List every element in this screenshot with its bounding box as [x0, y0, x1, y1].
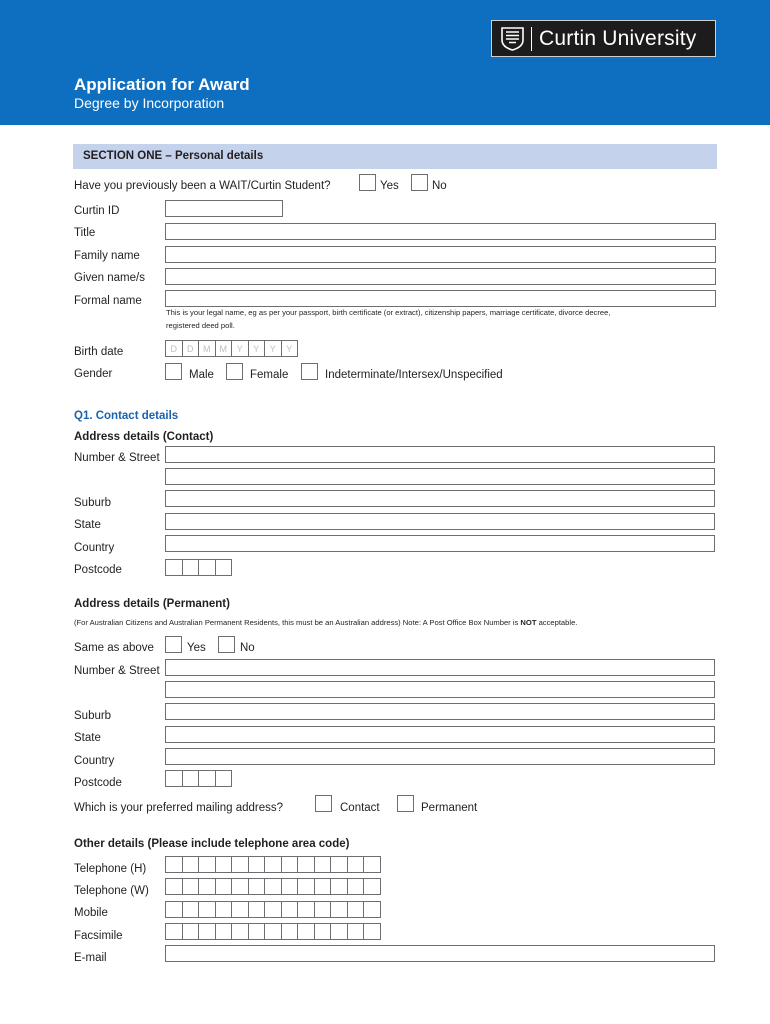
birth-date-cell: M — [216, 341, 233, 356]
birth-date-cell: Y — [282, 341, 299, 356]
same-as-above-yes-checkbox[interactable] — [165, 636, 182, 653]
mailing-contact-checkbox[interactable] — [315, 795, 332, 812]
digit-cell — [166, 857, 183, 872]
previous-student-no-checkbox[interactable] — [411, 174, 428, 191]
digit-cell — [199, 924, 216, 939]
preferred-mailing-question: Which is your preferred mailing address? — [74, 802, 284, 814]
gender-indeterminate-checkbox[interactable] — [301, 363, 318, 380]
other-details-heading: Other details (Please include telephone area code) — [74, 838, 350, 850]
birth-date-cell: M — [199, 341, 216, 356]
birth-date-cell: D — [166, 341, 183, 356]
permanent-suburb-label: Suburb — [74, 710, 112, 722]
birth-date-field[interactable] — [165, 340, 298, 357]
digit-cell — [166, 924, 183, 939]
digit-cell — [282, 879, 299, 894]
digit-cell — [331, 902, 348, 917]
digit-cell — [364, 902, 381, 917]
digit-cell — [249, 902, 266, 917]
contact-country-field[interactable] — [165, 535, 715, 552]
telephone-w-field[interactable] — [165, 878, 381, 895]
digit-cell — [298, 924, 315, 939]
digit-cell — [216, 902, 233, 917]
contact-number-street-label: Number & Street — [74, 452, 160, 464]
digit-cell — [331, 857, 348, 872]
gender-indeterminate-label: Indeterminate/Intersex/Unspecified — [325, 369, 503, 381]
permanent-country-field[interactable] — [165, 748, 715, 765]
digit-cell — [364, 879, 381, 894]
digit-cell — [265, 902, 282, 917]
contact-suburb-label: Suburb — [74, 497, 112, 509]
digit-cell — [199, 857, 216, 872]
digit-cell — [298, 857, 315, 872]
digit-cell — [348, 902, 365, 917]
same-as-above-no-checkbox[interactable] — [218, 636, 235, 653]
digit-cell — [216, 857, 233, 872]
formal-name-note-cont: registered deed poll. — [166, 321, 235, 330]
family-name-field[interactable] — [165, 246, 716, 263]
facsimile-label: Facsimile — [74, 930, 123, 942]
same-as-above-label: Same as above — [74, 642, 154, 654]
gender-female-checkbox[interactable] — [226, 363, 243, 380]
permanent-address-note: (For Australian Citizens and Australian Permanent Residents, this must be an Australian address) Note: A Post Office Box Number is NOT acceptable. — [74, 618, 578, 627]
contact-suburb-field[interactable] — [165, 490, 715, 507]
digit-cell — [166, 879, 183, 894]
digit-cell — [183, 857, 200, 872]
digit-cell — [348, 924, 365, 939]
digit-cell — [183, 902, 200, 917]
formal-name-field[interactable] — [165, 290, 716, 307]
given-names-label: Given name/s — [74, 272, 145, 284]
given-names-field[interactable] — [165, 268, 716, 285]
curtin-id-field[interactable] — [165, 200, 283, 217]
email-field[interactable] — [165, 945, 715, 962]
digit-cell — [232, 879, 249, 894]
permanent-number-street-label: Number & Street — [74, 665, 160, 677]
contact-postcode-field[interactable] — [165, 559, 232, 576]
digit-cell — [315, 924, 332, 939]
permanent-suburb-field[interactable] — [165, 703, 715, 720]
digit-cell — [166, 902, 183, 917]
digit-cell — [199, 902, 216, 917]
permanent-postcode-label: Postcode — [74, 777, 122, 789]
section-one-title: SECTION ONE – Personal details — [83, 150, 264, 162]
digit-cell — [249, 924, 266, 939]
contact-street-line2-field[interactable] — [165, 468, 715, 485]
digit-cell — [265, 924, 282, 939]
title-field[interactable] — [165, 223, 716, 240]
contact-postcode-label: Postcode — [74, 564, 122, 576]
gender-female-label: Female — [250, 369, 289, 381]
digit-cell — [249, 857, 266, 872]
permanent-street-line2-field[interactable] — [165, 681, 715, 698]
digit-cell — [315, 857, 332, 872]
digit-cell — [348, 857, 365, 872]
mailing-permanent-checkbox[interactable] — [397, 795, 414, 812]
brand-name: Curtin University — [539, 27, 697, 50]
permanent-postcode-field[interactable] — [165, 770, 232, 787]
digit-cell — [364, 857, 381, 872]
digit-cell — [282, 857, 299, 872]
permanent-address-heading: Address details (Permanent) — [74, 598, 230, 610]
gender-male-checkbox[interactable] — [165, 363, 182, 380]
mobile-field[interactable] — [165, 901, 381, 918]
family-name-label: Family name — [74, 250, 140, 262]
digit-cell — [315, 902, 332, 917]
digit-cell — [282, 924, 299, 939]
digit-cell — [315, 879, 332, 894]
formal-name-label: Formal name — [74, 295, 142, 307]
page-subtitle: Degree by Incorporation — [74, 95, 225, 111]
digit-cell — [199, 879, 216, 894]
formal-name-note: This is your legal name, eg as per your passport, birth certificate (or extract), citizenship papers, marriage certificate, divorce decree, — [166, 308, 611, 317]
section-one-bar — [73, 144, 717, 169]
previous-student-question: Have you previously been a WAIT/Curtin Student? — [74, 180, 331, 192]
digit-cell — [282, 902, 299, 917]
telephone-h-label: Telephone (H) — [74, 863, 147, 875]
crest-icon — [500, 26, 525, 51]
digit-cell — [331, 924, 348, 939]
mobile-label: Mobile — [74, 907, 108, 919]
digit-cell — [348, 879, 365, 894]
birth-date-cell: Y — [265, 341, 282, 356]
digit-cell — [232, 924, 249, 939]
curtin-id-label: Curtin ID — [74, 205, 120, 217]
same-as-above-yes-label: Yes — [187, 642, 206, 654]
digit-cell — [298, 879, 315, 894]
digit-cell — [216, 879, 233, 894]
permanent-country-label: Country — [74, 755, 115, 767]
previous-student-yes-label: Yes — [380, 180, 399, 192]
birth-date-cell: D — [183, 341, 200, 356]
birth-date-cell: Y — [232, 341, 249, 356]
mailing-contact-label: Contact — [340, 802, 380, 814]
digit-cell — [249, 879, 266, 894]
logo-divider — [531, 27, 532, 51]
facsimile-field[interactable] — [165, 923, 381, 940]
contact-state-field[interactable] — [165, 513, 715, 530]
contact-country-label: Country — [74, 542, 115, 554]
permanent-state-field[interactable] — [165, 726, 715, 743]
mailing-permanent-label: Permanent — [421, 802, 478, 814]
title-label: Title — [74, 227, 96, 239]
telephone-w-label: Telephone (W) — [74, 885, 149, 897]
previous-student-yes-checkbox[interactable] — [359, 174, 376, 191]
birth-date-cell: Y — [249, 341, 266, 356]
digit-cell — [232, 857, 249, 872]
q1-heading: Q1. Contact details — [74, 410, 179, 422]
permanent-state-label: State — [74, 732, 101, 744]
contact-street-line1-field[interactable] — [165, 446, 715, 463]
digit-cell — [232, 902, 249, 917]
digit-cell — [364, 924, 381, 939]
telephone-h-field[interactable] — [165, 856, 381, 873]
birth-date-label: Birth date — [74, 346, 124, 358]
contact-address-heading: Address details (Contact) — [74, 431, 214, 443]
digit-cell — [265, 879, 282, 894]
previous-student-no-label: No — [432, 180, 447, 192]
same-as-above-no-label: No — [240, 642, 255, 654]
curtin-logo — [491, 20, 716, 57]
digit-cell — [331, 879, 348, 894]
digit-cell — [183, 879, 200, 894]
permanent-street-line1-field[interactable] — [165, 659, 715, 676]
digit-cell — [183, 924, 200, 939]
digit-cell — [216, 924, 233, 939]
gender-label: Gender — [74, 368, 113, 380]
page-title: Application for Award — [74, 75, 250, 94]
digit-cell — [265, 857, 282, 872]
gender-male-label: Male — [189, 369, 214, 381]
contact-state-label: State — [74, 519, 101, 531]
digit-cell — [298, 902, 315, 917]
email-label: E-mail — [74, 952, 107, 964]
